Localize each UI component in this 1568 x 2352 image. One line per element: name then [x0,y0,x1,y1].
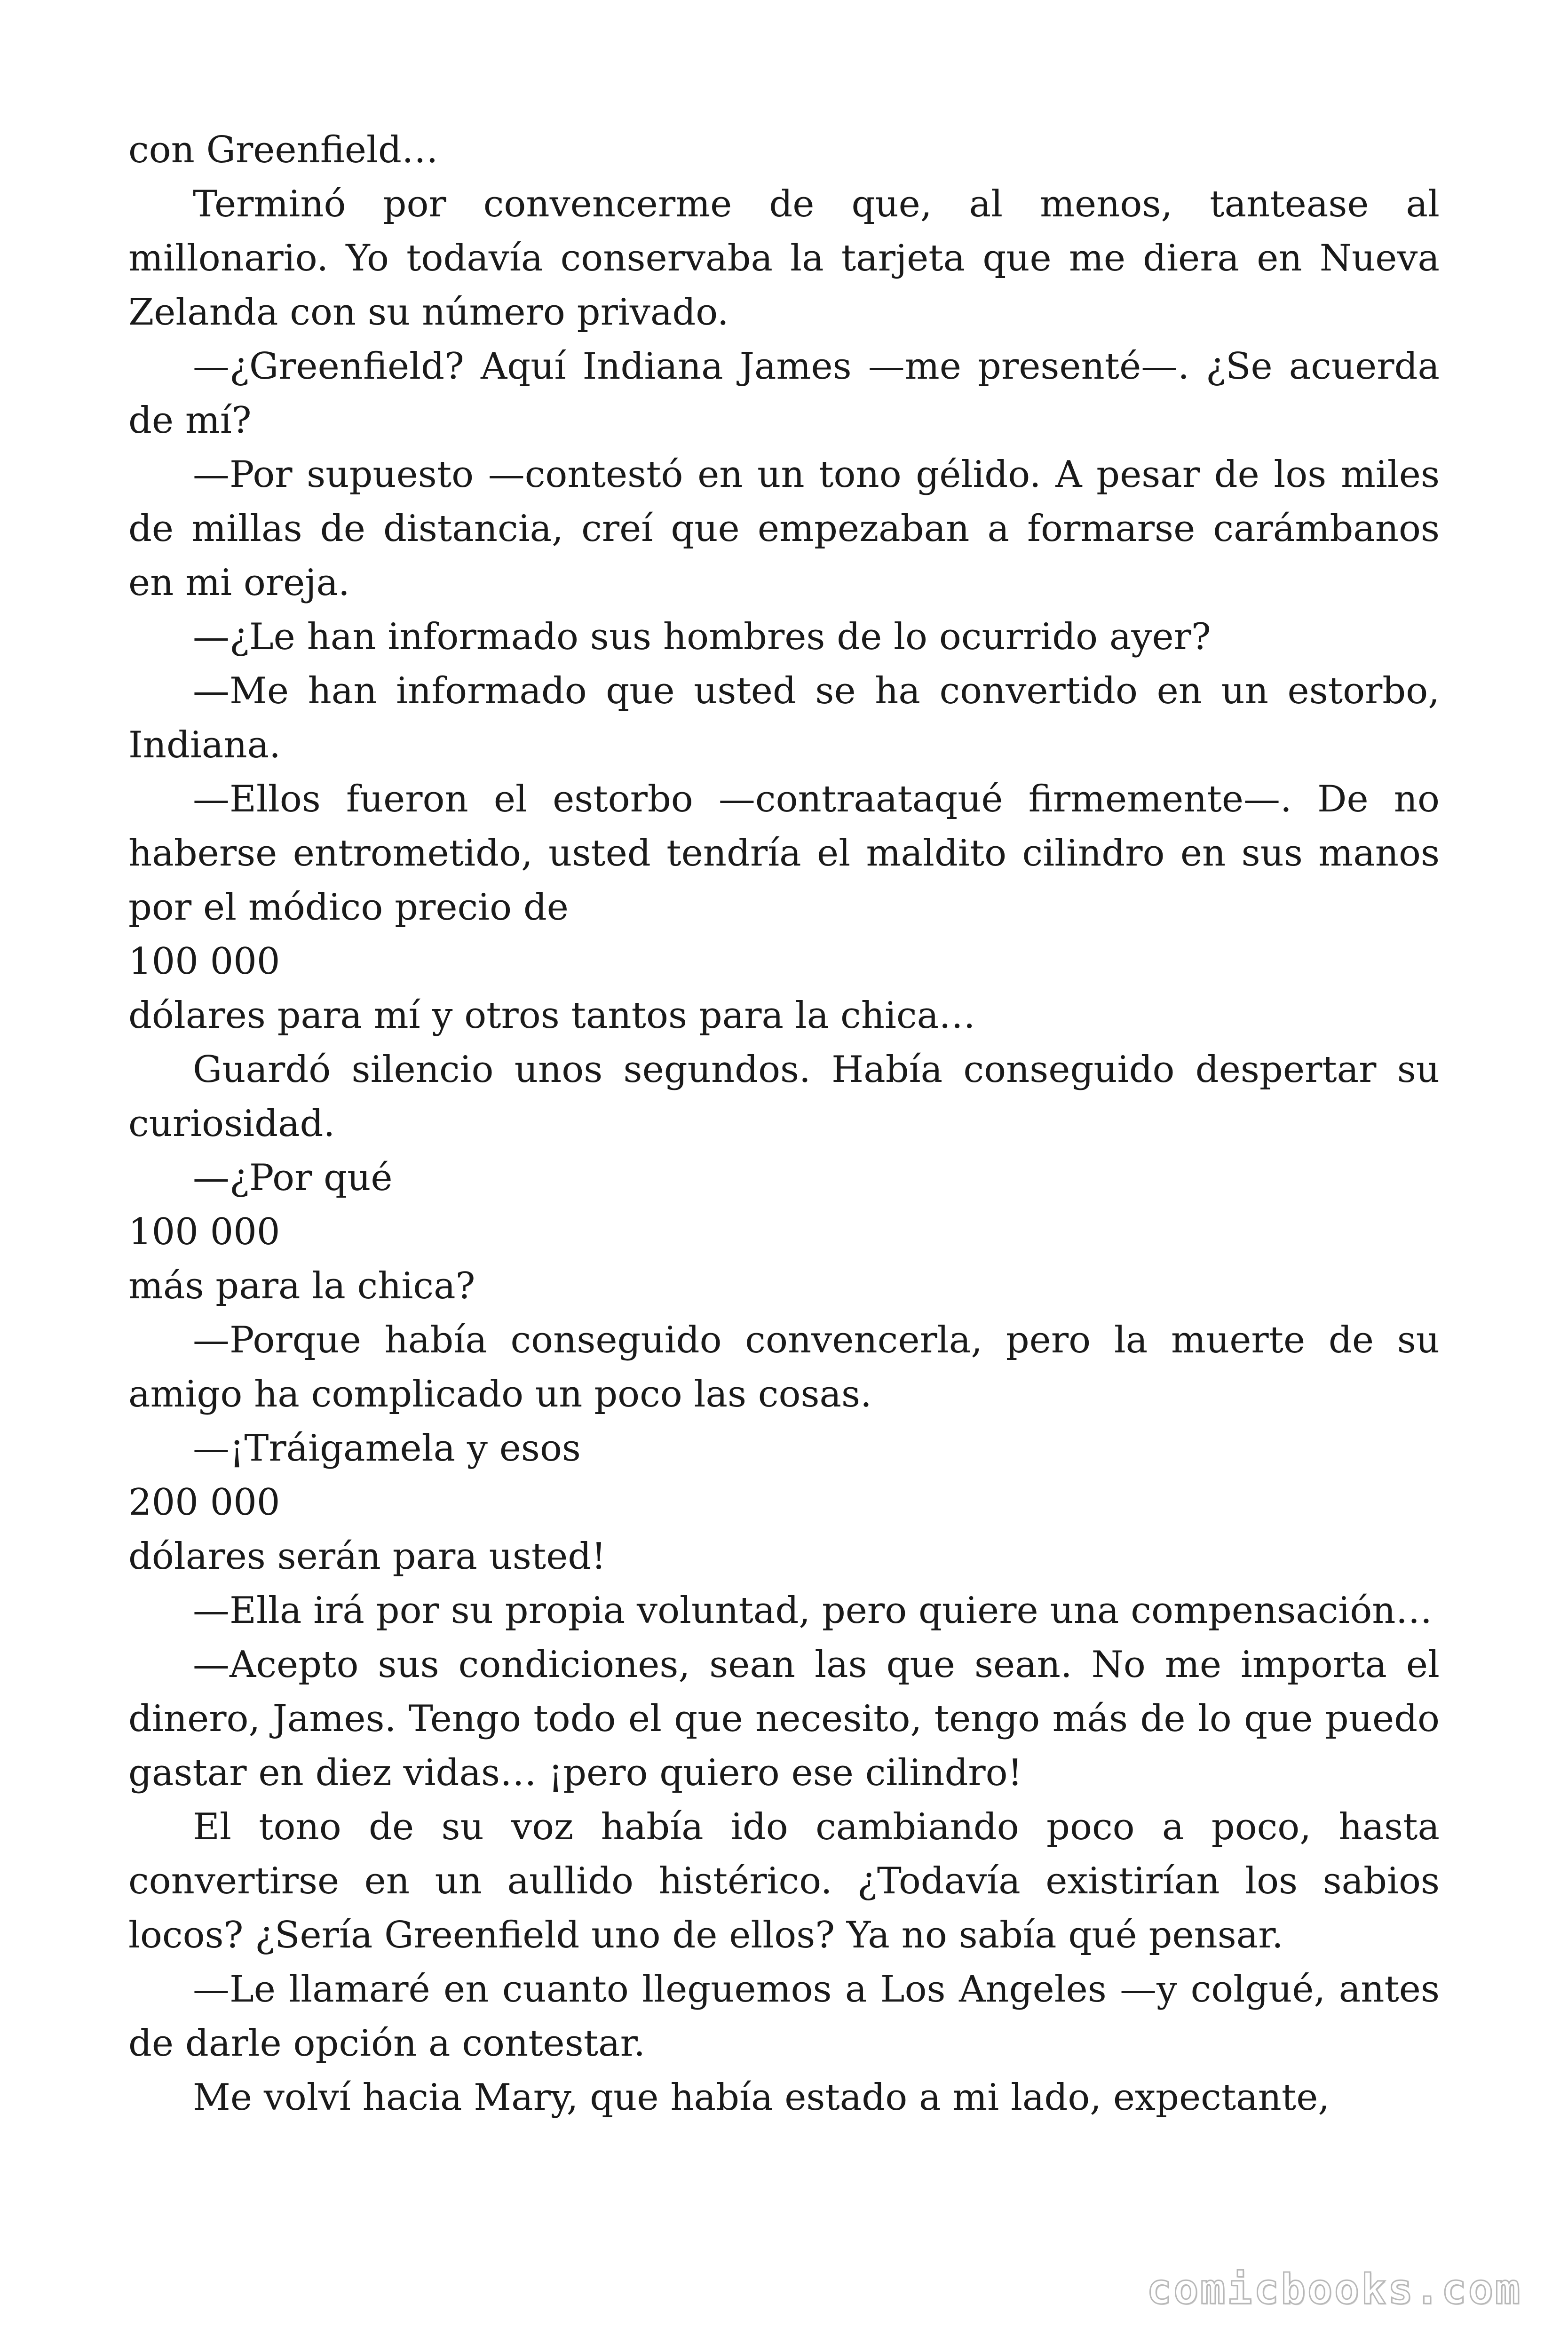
paragraph-6: —Me han informado que usted se ha convertido en un estorbo, Indiana. [128,670,1440,766]
paragraph-3: —¿Greenfield? Aquí Indiana James —me presenté—. ¿Se acuerda de mí? [128,345,1440,442]
paragraph-5: —¿Le han informado sus hombres de lo ocurrido ayer? [193,616,1211,658]
paragraph-7: —Ellos fueron el estorbo —contraataqué firmemente—. De no haberse entrometido, usted tendría el maldito cilindro en sus manos por el módico precio de [128,778,1440,929]
paragraph-4: —Por supuesto —contestó en un tono gélido. A pesar de los miles de millas de distancia, creí que empezaban a formarse carámbanos en mi oreja. [128,453,1440,604]
watermark-logo: comicbooks.com [1147,2265,1522,2313]
body-text [128,123,1440,2125]
paragraph-14: dólares serán para usted! [128,1535,606,1578]
paragraph-1: con Greenfield… [128,129,438,171]
paragraph-15: —Ella irá por su propia voluntad, pero quiere una compensación… [193,1589,1433,1632]
paragraph-12: —Porque había conseguido convencerla, pero la muerte de su amigo ha complicado un poco las cosas. [128,1319,1440,1415]
paragraph-16: —Acepto sus condiciones, sean las que sean. No me importa el dinero, James. Tengo todo el que necesito, tengo más de lo que puedo gastar en diez vidas… ¡pero quiero ese cilindro! [128,1644,1440,1794]
paragraph-19: Me volví hacia Mary, que había estado a mi lado, expectante, [193,2076,1330,2119]
paragraph-8: dólares para mí y otros tantos para la chica… [128,994,976,1037]
paragraph-17: El tono de su voz había ido cambiando poco a poco, hasta convertirse en un aullido histérico. ¿Todavía existirían los sabios locos? ¿Sería Greenfield uno de ellos? Ya no sabía qué pensar. [128,1806,1440,1956]
number-line-1: 100 000 [128,940,280,983]
paragraph-2: Terminó por convencerme de que, al menos, tantease al millonario. Yo todavía conservaba la tarjeta que me diera en Nueva Zelanda con su número privado. [128,183,1440,334]
paragraph-9: Guardó silencio unos segundos. Había conseguido despertar su curiosidad. [128,1049,1440,1145]
paragraph-11: más para la chica? [128,1265,475,1307]
paragraph-13: —¡Tráigamela y esos [193,1427,581,1470]
paragraph-10: —¿Por qué [193,1157,393,1199]
book-page [128,123,1440,2240]
number-line-2: 100 000 [128,1211,280,1253]
number-line-3: 200 000 [128,1481,280,1524]
paragraph-18: —Le llamaré en cuanto lleguemos a Los Angeles —y colgué, antes de darle opción a contestar. [128,1968,1440,2065]
